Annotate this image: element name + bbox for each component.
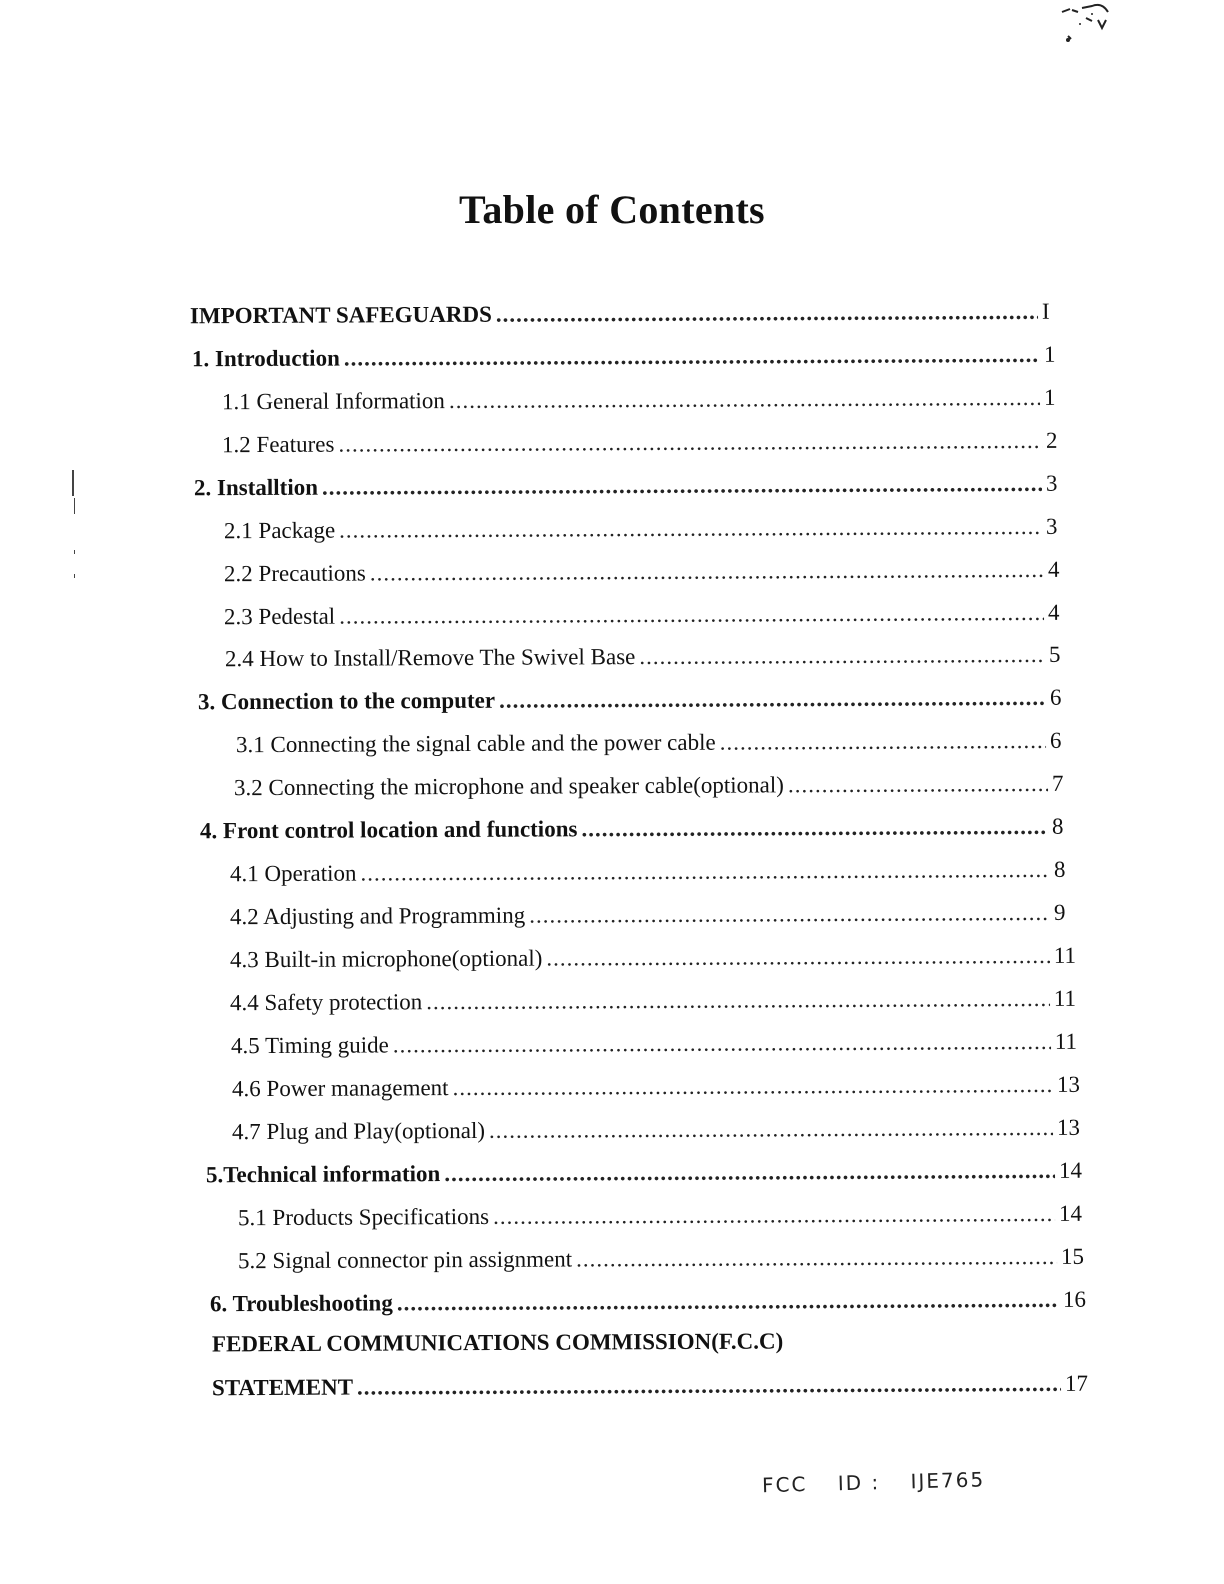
toc-entry-label: FEDERAL COMMUNICATIONS COMMISSION(F.C.C) <box>211 1328 784 1357</box>
toc-leader-dots <box>338 427 1042 459</box>
toc-entry <box>238 1200 1082 1232</box>
toc-entry-page: 16 <box>1062 1286 1087 1312</box>
toc-entry-label: 4.5 Timing guide <box>230 1032 389 1059</box>
toc-entry-page: 1 <box>1043 341 1056 367</box>
toc-leader-dots <box>496 298 1038 329</box>
toc-entry-page: 8 <box>1051 813 1064 839</box>
toc-leader-dots <box>322 470 1042 502</box>
toc-leader-dots <box>576 1243 1057 1274</box>
toc-entry <box>192 341 1060 374</box>
toc-entry-label: 4. Front control location and functions <box>199 816 578 844</box>
toc-entry <box>230 942 1076 974</box>
toc-leader-dots <box>344 341 1040 373</box>
toc-leader-dots <box>493 1200 1055 1231</box>
toc-leader-dots <box>444 1157 1055 1188</box>
toc-leader-dots <box>357 1370 1061 1402</box>
toc-leader-dots <box>546 942 1050 973</box>
toc-entry-label: 2.2 Precautions <box>223 560 366 587</box>
toc-leader-dots <box>788 770 1048 799</box>
toc-entry <box>231 1028 1077 1060</box>
toc-leader-dots <box>360 856 1050 888</box>
toc-entry-label: 4.6 Power management <box>231 1075 449 1102</box>
toc-entry-label: 6. Troubleshooting <box>209 1290 393 1317</box>
toc-entry-page: 14 <box>1058 1157 1083 1183</box>
toc-entry <box>230 985 1076 1017</box>
toc-leader-dots <box>452 1071 1053 1102</box>
toc-entry-label: 1.1 General Information <box>221 388 445 415</box>
toc-entry-page: 9 <box>1053 899 1066 925</box>
toc-entry-label: 3.2 Connecting the microphone and speaker cable(optional) <box>233 772 784 801</box>
toc-leader-dots <box>339 599 1044 631</box>
fcc-id-label: ID : <box>837 1470 881 1496</box>
page-title: Table of Contents <box>459 187 765 232</box>
toc-entry <box>225 641 1065 673</box>
toc-leader-dots <box>397 1286 1059 1317</box>
toc-entry-label: 3.1 Connecting the signal cable and the power cable <box>235 729 716 758</box>
toc-entry-label: 2.4 How to Install/Remove The Swivel Base <box>224 644 636 672</box>
toc-entry-page: 8 <box>1053 856 1066 882</box>
toc-entry-page: 3 <box>1045 513 1058 539</box>
toc-entry-page: 15 <box>1060 1243 1085 1269</box>
toc-leader-dots <box>499 684 1046 715</box>
toc-leader-dots <box>449 384 1040 415</box>
toc-entry <box>190 298 1058 331</box>
toc-entry <box>232 1114 1080 1146</box>
toc-entry-page: 13 <box>1056 1071 1081 1097</box>
toc-entry-page: 7 <box>1051 770 1064 796</box>
toc-entry <box>224 556 1064 588</box>
toc-entry <box>224 513 1062 545</box>
toc-leader-dots <box>339 513 1042 545</box>
toc-entry-label: 1.2 Features <box>221 431 335 458</box>
toc-entry-page: 17 <box>1064 1370 1089 1396</box>
toc-entry <box>198 684 1066 717</box>
toc-leader-dots <box>639 641 1045 671</box>
toc-entry-page: 11 <box>1053 985 1077 1011</box>
fcc-label: FCC <box>761 1472 808 1498</box>
toc-entry <box>206 1157 1082 1190</box>
toc-leader-dots <box>581 813 1048 843</box>
toc-entry-page: I <box>1041 298 1050 324</box>
toc-entry-page: 11 <box>1054 1028 1078 1054</box>
toc-entry-label: STATEMENT <box>211 1374 354 1401</box>
toc-entry-label: 5.1 Products Specifications <box>237 1203 490 1231</box>
toc-entry <box>230 856 1070 888</box>
toc-entry-label: 4.7 Plug and Play(optional) <box>231 1117 486 1145</box>
toc-entry <box>200 813 1068 846</box>
toc-entry <box>238 1243 1084 1275</box>
toc-entry-page: 1 <box>1043 384 1056 410</box>
toc-entry-label: 4.3 Built-in microphone(optional) <box>229 945 543 973</box>
toc-entry <box>230 899 1070 931</box>
toc-entry-page: 13 <box>1056 1114 1081 1140</box>
toc-leader-dots <box>720 727 1046 757</box>
toc-entry-page: 6 <box>1049 727 1062 753</box>
toc-entry-label: 4.2 Adjusting and Programming <box>229 902 526 930</box>
toc-entry <box>222 384 1060 416</box>
toc-entry <box>212 1370 1088 1403</box>
toc-entry-page: 11 <box>1053 942 1077 968</box>
toc-entry <box>222 427 1062 459</box>
toc-entry <box>194 470 1062 503</box>
toc-leader-dots <box>370 556 1044 588</box>
toc-entry-label: 4.4 Safety protection <box>229 989 423 1016</box>
toc-entry-label: 1. Introduction <box>191 345 340 372</box>
toc-entry-page: 6 <box>1049 684 1062 710</box>
fcc-id-value: IJE765 <box>910 1467 986 1494</box>
toc-entry <box>234 770 1068 802</box>
toc-entry-page: 4 <box>1047 556 1060 582</box>
toc-entry <box>224 599 1064 631</box>
toc-entry-page: 5 <box>1048 641 1061 667</box>
toc-entry-page: 3 <box>1045 470 1058 496</box>
toc-entry-label: 2. Installtion <box>193 474 319 501</box>
toc-entry-label: 5.Technical information <box>205 1161 441 1188</box>
toc-entry-page: 4 <box>1047 599 1060 625</box>
toc-entry-label: 5.2 Signal connector pin assignment <box>237 1246 573 1274</box>
toc-leader-dots <box>393 1028 1051 1059</box>
toc-entry-label: 2.1 Package <box>223 517 336 544</box>
toc-leader-dots <box>529 899 1050 930</box>
toc-entry <box>236 727 1066 759</box>
toc-entry-page: 14 <box>1058 1200 1083 1226</box>
toc-entry-label: 3. Connection to the computer <box>197 687 496 715</box>
toc-entry <box>210 1286 1086 1319</box>
toc-entry-label: 4.1 Operation <box>229 860 357 887</box>
toc-leader-dots <box>489 1114 1053 1145</box>
toc-entry <box>232 1071 1080 1103</box>
toc-entry-label: 2.3 Pedestal <box>223 603 336 630</box>
toc-entry-page: 2 <box>1045 427 1058 453</box>
toc-entry-label: IMPORTANT SAFEGUARDS <box>189 301 492 329</box>
toc-leader-dots <box>426 985 1050 1016</box>
